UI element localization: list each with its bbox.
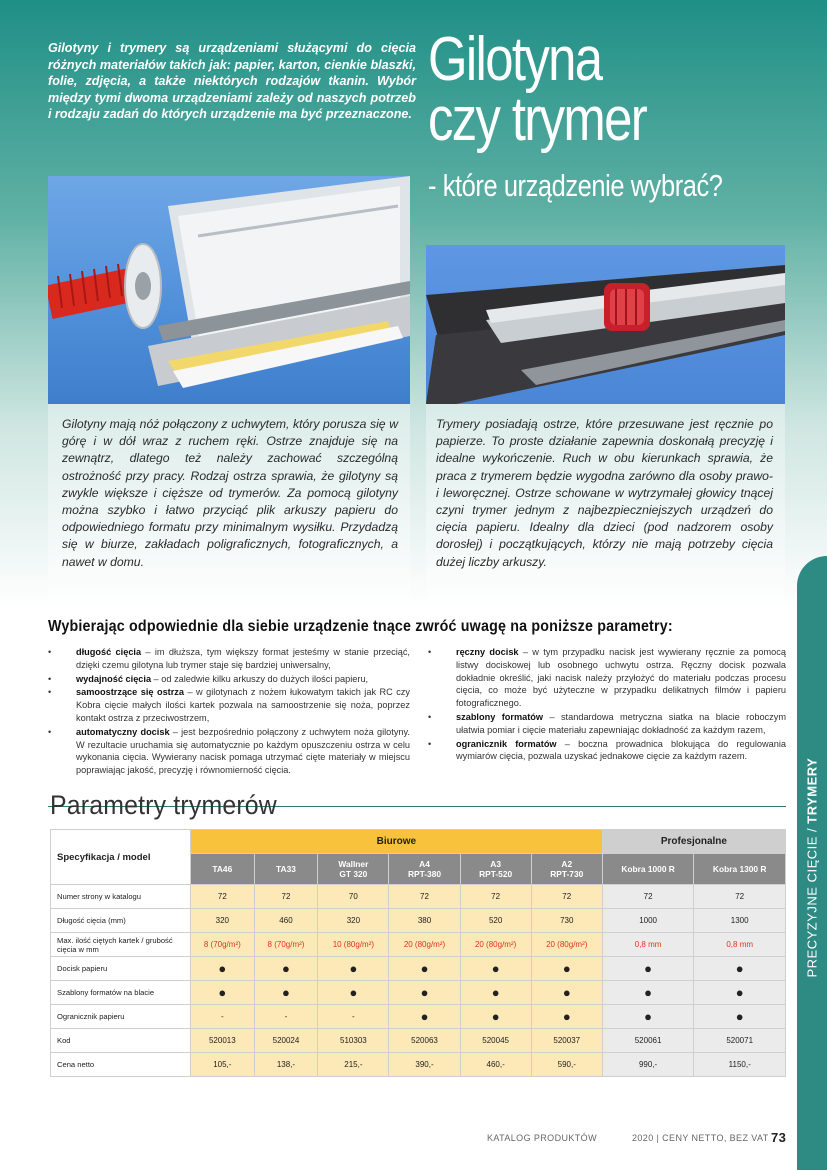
table-cell <box>389 1029 460 1053</box>
footer-catalog: KATALOG PRODUKTÓW <box>487 1133 597 1143</box>
table-cell <box>460 1005 531 1029</box>
model-code: GT 320 <box>339 869 368 879</box>
table-cell <box>531 933 602 957</box>
table-row <box>51 1029 786 1053</box>
parameters-list-right <box>428 646 786 764</box>
table-cell <box>460 933 531 957</box>
table-title <box>50 790 297 821</box>
table-cell <box>389 957 460 981</box>
list-item-text: – im dłuższa, tym większy format jesteśmy w stanie przeciąć, dzięki czemu gilotyna lub trymer staje się bardziej uniwersalny, <box>76 647 410 670</box>
cell-value: 520071 <box>726 1036 754 1045</box>
guillotine-illustration <box>48 176 410 404</box>
trimmer-photo <box>426 245 785 404</box>
feature-dot-icon: ● <box>282 985 290 1000</box>
feature-dot-icon: ● <box>218 961 227 976</box>
feature-dot-icon: ● <box>420 1009 429 1024</box>
cell-value: 990,- <box>638 1060 658 1069</box>
list-item-term: ogranicznik formatów <box>456 738 557 749</box>
table-cell <box>254 1029 318 1053</box>
cell-value: 520063 <box>411 1036 438 1045</box>
feature-dot-icon: ● <box>644 961 653 976</box>
cell-value: 320 <box>346 916 361 925</box>
model-header <box>389 854 460 885</box>
table-cell <box>191 909 255 933</box>
cell-value: - <box>284 1012 288 1021</box>
table-cell <box>254 957 318 981</box>
cell-value: 0,8 mm <box>726 940 754 949</box>
model-header <box>602 854 694 885</box>
row-label: Max. ilość ciętych kartek / grubość cięcia w mm <box>51 933 191 957</box>
model-code: RPT-730 <box>550 869 584 879</box>
cell-value: 1300 <box>730 916 749 925</box>
model-name: Kobra 1300 R <box>712 864 767 874</box>
table-cell <box>531 1005 602 1029</box>
bullet-mark: • <box>428 647 432 657</box>
list-item-term: długość cięcia <box>76 647 142 657</box>
cell-value: 1000 <box>639 916 657 925</box>
cell-value: 520013 <box>208 1036 236 1045</box>
list-item-text: – standardowa metryczna siatka na blacie roboczym ułatwia pomiar i cięcie materiału zapewniając dokładność za każdym razem, <box>456 711 786 735</box>
cell-value: 72 <box>735 892 745 901</box>
table-row <box>51 957 786 981</box>
row-label: Docisk papieru <box>51 957 191 981</box>
trimmer-description: Trymery posiadają ostrze, które przesuwane jest ręcznie po papierze. To proste działanie zapewnia doskonałą precyzję i idealne wykończenie. Ruch w obu kierunkach sprawia, że praca z trymerem będzie wygodna zarówno dla osoby prawo- i leworęcznej. Ostrze schowane w wytrzymałej głowicy tnącej czyni trymer jednym z najbezpieczniejszych urządzeń do cięcia papieru. Idealny dla dzieci (pod nadzorem osoby dorosłej) i początkujących, którzy nie mają potrzeby cięcia dużej liczby arkuszy. <box>426 404 785 600</box>
side-label-regular: PRECYZYJNE CIĘCIE / <box>804 823 820 978</box>
model-name: A4 <box>419 859 430 869</box>
table-cell <box>602 981 694 1005</box>
table-row <box>51 885 786 909</box>
side-label-bold: TRYMERY <box>804 757 820 824</box>
model-header <box>694 854 786 885</box>
cell-value: 72 <box>562 892 572 901</box>
table-cell <box>531 957 602 981</box>
cell-value: 72 <box>281 892 291 901</box>
cell-value: - <box>220 1012 224 1021</box>
list-item <box>428 738 786 764</box>
page-subtitle: - które urządzenie wybrać? <box>428 168 723 203</box>
table-cell <box>694 981 786 1005</box>
page-title <box>428 25 740 154</box>
table-cell <box>531 885 602 909</box>
cell-value: 72 <box>491 892 501 901</box>
feature-dot-icon: ● <box>644 985 653 1000</box>
table-cell <box>318 1005 389 1029</box>
model-header <box>531 854 602 885</box>
table-cell <box>602 909 694 933</box>
table-cell <box>460 1029 531 1053</box>
footer-year-pricing: 2020 | CENY NETTO, BEZ VAT <box>632 1133 769 1143</box>
cell-value: 10 (80g/m²) <box>332 940 375 949</box>
model-header <box>254 854 318 885</box>
table-cell <box>191 1053 255 1077</box>
cell-value: 105,- <box>213 1060 232 1069</box>
row-label: Długość cięcia (mm) <box>51 909 191 933</box>
cell-value: 590,- <box>557 1060 576 1069</box>
model-name: TA33 <box>276 864 296 874</box>
table-cell <box>602 933 694 957</box>
table-cell <box>254 909 318 933</box>
bullet-mark: • <box>48 687 52 698</box>
table-cell <box>694 933 786 957</box>
feature-dot-icon: ● <box>420 985 429 1000</box>
list-item-term: ręczny docisk <box>456 647 519 657</box>
table-cell <box>389 1005 460 1029</box>
table-cell <box>318 885 389 909</box>
table-cell <box>254 1053 318 1077</box>
table-cell <box>389 909 460 933</box>
cell-value: - <box>352 1012 355 1021</box>
feature-dot-icon: ● <box>562 961 571 976</box>
cell-value: 520 <box>488 916 503 925</box>
table-cell <box>191 1029 255 1053</box>
table-cell <box>602 1053 694 1077</box>
feature-dot-icon: ● <box>282 961 290 976</box>
feature-dot-icon: ● <box>735 985 744 1000</box>
cell-value: 0,8 mm <box>634 940 662 949</box>
list-item <box>48 686 410 724</box>
row-label: Cena netto <box>51 1053 191 1077</box>
table-cell <box>602 957 694 981</box>
table-row <box>51 1005 786 1029</box>
bullet-mark: • <box>48 726 52 737</box>
table-cell <box>694 957 786 981</box>
feature-dot-icon: ● <box>491 1009 500 1024</box>
model-header <box>460 854 531 885</box>
model-name: Wallner <box>338 859 369 869</box>
cell-value: 390,- <box>415 1060 434 1069</box>
bullet-mark: • <box>428 711 432 722</box>
trimmer-illustration <box>426 245 785 404</box>
table-cell <box>460 1053 531 1077</box>
feature-dot-icon: ● <box>349 985 358 1000</box>
feature-dot-icon: ● <box>491 961 500 976</box>
table-cell <box>694 1005 786 1029</box>
cell-value: 520024 <box>272 1036 300 1045</box>
list-item-text: – od zaledwie kilku arkuszy do dużych ilości papieru, <box>151 673 369 684</box>
table-cell <box>318 1029 389 1053</box>
table-cell <box>318 933 389 957</box>
page-number: 73 <box>771 1130 787 1145</box>
cell-value: 520061 <box>634 1036 662 1045</box>
cell-value: 72 <box>643 892 653 901</box>
list-item <box>428 646 786 710</box>
feature-dot-icon: ● <box>735 1009 744 1024</box>
table-cell <box>531 1053 602 1077</box>
bullet-mark: • <box>48 647 52 657</box>
row-label: Szablony formatów na blacie <box>51 981 191 1005</box>
feature-dot-icon: ● <box>491 985 500 1000</box>
table-cell <box>602 1029 694 1053</box>
table-cell <box>460 909 531 933</box>
table-cell <box>531 981 602 1005</box>
title-line-1: Gilotyna <box>428 25 602 94</box>
cell-value: 460 <box>279 916 293 925</box>
cell-value: 8 (70g/m²) <box>203 940 241 949</box>
table-row <box>51 933 786 957</box>
table-cell <box>318 909 389 933</box>
group-office-header: Biurowe <box>191 830 603 854</box>
guillotine-photo <box>48 176 410 404</box>
list-item <box>48 673 410 686</box>
cell-value: 70 <box>348 892 358 901</box>
bullet-mark: • <box>428 738 432 749</box>
feature-dot-icon: ● <box>562 1009 571 1024</box>
cell-value: 380 <box>417 916 432 925</box>
table-cell <box>254 933 318 957</box>
table-cell <box>531 909 602 933</box>
table-cell <box>389 1053 460 1077</box>
table-cell <box>191 933 255 957</box>
cell-value: 20 (80g/m²) <box>546 940 588 949</box>
table-row <box>51 1053 786 1077</box>
row-label: Kod <box>51 1029 191 1053</box>
table-cell <box>191 981 255 1005</box>
trimmer-spec-table <box>50 829 786 1077</box>
feature-dot-icon: ● <box>562 985 571 1000</box>
side-section-label <box>805 728 820 978</box>
cell-value: 520045 <box>482 1036 509 1045</box>
list-item <box>48 646 410 672</box>
table-cell <box>254 885 318 909</box>
cell-value: 138,- <box>276 1060 296 1069</box>
cell-value: 1150,- <box>728 1060 751 1069</box>
model-code: RPT-520 <box>479 869 513 879</box>
feature-dot-icon: ● <box>735 961 744 976</box>
spec-header: Specyfikacja / model <box>51 830 191 885</box>
table-title-text: Parametry trymerów <box>50 790 277 820</box>
parameters-list-left <box>48 646 410 778</box>
row-label: Numer strony w katalogu <box>51 885 191 909</box>
table-cell <box>389 933 460 957</box>
cell-value: 460,- <box>486 1060 505 1069</box>
table-cell <box>191 957 255 981</box>
model-name: Kobra 1000 R <box>621 864 675 874</box>
table-cell <box>460 885 531 909</box>
cell-value: 320 <box>215 916 229 925</box>
table-cell <box>191 1005 255 1029</box>
cell-value: 730 <box>560 916 574 925</box>
model-name: A2 <box>561 859 573 869</box>
table-cell <box>389 885 460 909</box>
cell-value: 520037 <box>553 1036 581 1045</box>
model-code: RPT-380 <box>407 869 442 879</box>
feature-dot-icon: ● <box>644 1009 653 1024</box>
list-item-text: – boczna prowadnica blokująca do regulowania wymiarów cięcia, pozwala uzyskać jednakowe cięcie za każdym razem. <box>456 738 787 762</box>
feature-dot-icon: ● <box>420 961 429 976</box>
list-item-term: automatyczny docisk <box>76 726 170 737</box>
group-pro-header: Profesjonalne <box>602 830 785 854</box>
title-line-2: czy trymer <box>428 85 647 154</box>
table-row <box>51 909 786 933</box>
cell-value: 20 (80g/m²) <box>474 940 517 949</box>
cell-value: 72 <box>420 892 429 901</box>
intro-paragraph: Gilotyny i trymery są urządzeniami służącymi do cięcia różnych materiałów takich jak: papier, karton, cienkie blaszki, folie, zdjęcia, a także niektórych rodzajów tkanin. Wybór między tymi dwoma urządzeniami zależy od naszych potrzeb i rodzaju zadań do których urządzenie ma być przeznaczone. <box>48 41 416 122</box>
list-item-term: szablony formatów <box>456 711 544 722</box>
list-item <box>48 726 410 777</box>
cell-value: 510303 <box>340 1036 367 1045</box>
model-header <box>191 854 255 885</box>
model-name: A3 <box>490 859 501 869</box>
list-item-text: – w tym przypadku nacisk jest wywierany ręcznie za pomocą listwy dociskowej lub osobnego uchwytu ostrza. Ręczny docisk pozwala dokładnie określić, jaki nacisk należy przyłożyć do materiału podczas procesu cięcia, co może być użyteczne w przypadku delikatnych filmów i papieru fotograficznego. <box>456 647 786 709</box>
table-cell <box>602 1005 694 1029</box>
feature-dot-icon: ● <box>349 961 358 976</box>
list-item-text: – jest bezpośrednio połączony z uchwytem noża gilotyny. W rezultacie uruchamia się automatycznie po każdym opuszczeniu ostrza w celu wykonania cięcia. Wywierany nacisk pomaga utrzymać cięte materiały w miejscu poprawiając jakość, precyzję i równomierność cięcia. <box>76 726 410 776</box>
table-cell <box>694 909 786 933</box>
parameters-heading: Wybierając odpowiednie dla siebie urządzenie tnące zwróć uwagę na poniższe parametry: <box>48 618 673 635</box>
table-cell <box>602 885 694 909</box>
list-item-term: wydajność cięcia <box>76 673 152 684</box>
table-cell <box>191 885 255 909</box>
list-item-text: – w gilotynach z nożem łukowatym takich jak RC czy Kobra cięcie małych ilości kartek pozwala na samoostrzenie się noża, poprzez kontakt ostrza z przeciwostrzem, <box>76 687 410 723</box>
list-item <box>428 711 786 737</box>
cell-value: 72 <box>217 892 227 901</box>
table-cell <box>694 885 786 909</box>
bullet-mark: • <box>48 673 52 684</box>
feature-dot-icon: ● <box>218 985 227 1000</box>
table-cell <box>254 1005 318 1029</box>
table-cell <box>318 981 389 1005</box>
table-cell <box>460 957 531 981</box>
guillotine-description: Gilotyny mają nóż połączony z uchwytem, który porusza się w górę i w dół wraz z ruchem ręki. Ostrze znajduje się na zewnątrz, dlatego też należy zachować szczególną ostrożność przy pracy. Rodzaj ostrza sprawia, że gilotyny są zwykle większe i cięższe od trymerów. Za pomocą gilotyny można szybko i łatwo przyciąć plik arkuszy papieru do odpowiedniego formatu przy minimalnym wysiłku. Przydadzą się w biurze, zakładach poligraficznych, fotograficznych, a nawet w domu. <box>48 404 410 600</box>
table-cell <box>694 1053 786 1077</box>
table-cell <box>694 1029 786 1053</box>
cell-value: 8 (70g/m²) <box>267 940 305 949</box>
table-cell <box>389 981 460 1005</box>
cell-value: 215,- <box>344 1060 363 1069</box>
table-row <box>51 981 786 1005</box>
model-header <box>318 854 389 885</box>
table-cell <box>318 957 389 981</box>
model-name: TA46 <box>212 864 233 874</box>
table-cell <box>254 981 318 1005</box>
table-cell <box>460 981 531 1005</box>
list-item-term: samoostrzące się ostrza <box>76 687 185 698</box>
row-label: Ogranicznik papieru <box>51 1005 191 1029</box>
table-cell <box>531 1029 602 1053</box>
cell-value: 20 (80g/m²) <box>403 940 446 949</box>
table-cell <box>318 1053 389 1077</box>
